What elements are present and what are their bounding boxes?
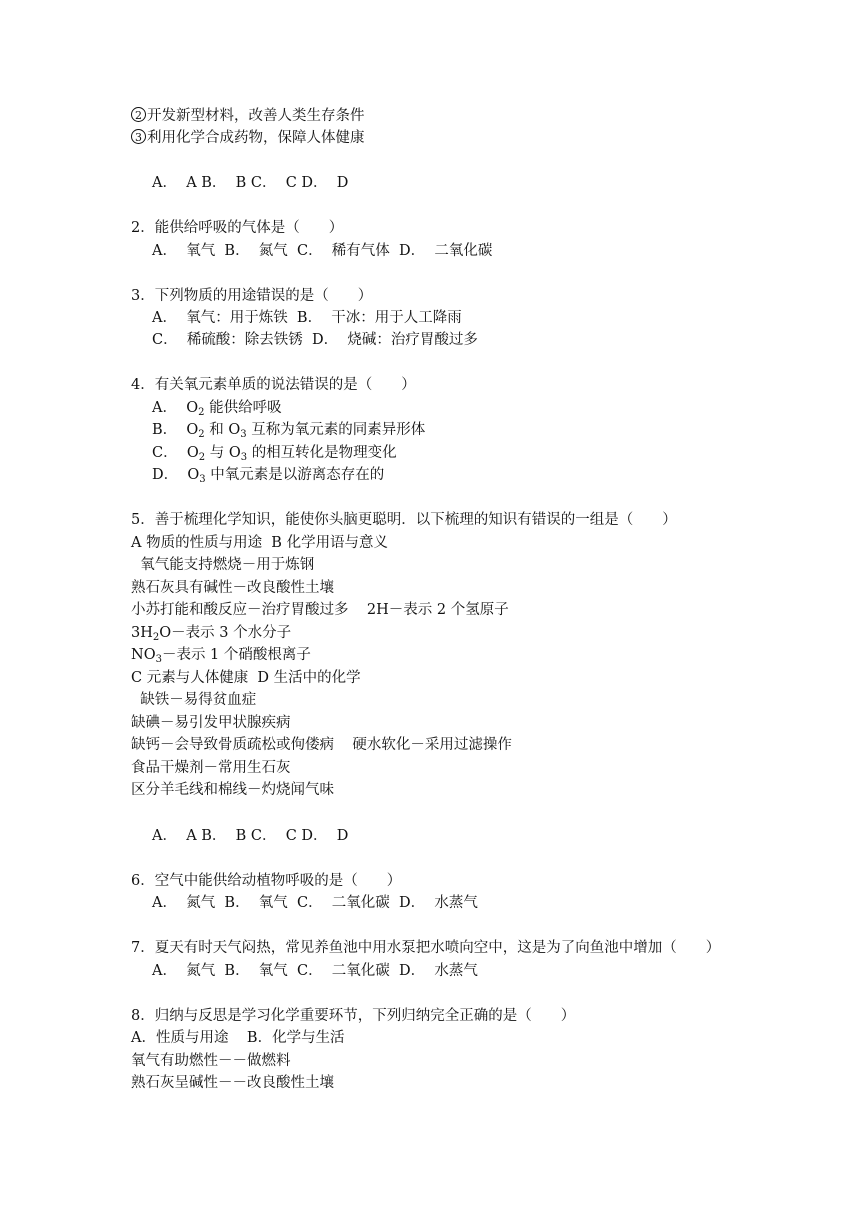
question-5-line: 小苏打能和酸反应－治疗胃酸过多 2H－表示 2 个氢原子 <box>131 602 509 618</box>
question-5-line: $3H_2O-$表示 3 个水分子 <box>131 625 292 643</box>
question-5-line: 缺铁－易得贫血症 <box>131 692 257 708</box>
question-7-options: A． 氮气 B． 氧气 C． 二氧化碳 D． 水蒸气 <box>152 963 478 979</box>
intro-options: A． A B． B C． C D． D <box>152 175 349 191</box>
question-5-stem: 5．善于梳理化学知识，能使你头脑更聪明．以下梳理的知识有错误的一组是（ ） <box>131 512 677 528</box>
question-6-stem: 6．空气中能供给动植物呼吸的是（ ） <box>131 873 402 889</box>
question-5-line: 缺钙－会导致骨质疏松或佝偻病 硬水软化－采用过滤操作 <box>131 737 512 753</box>
question-8-line: 氧气有助燃性－－做燃料 <box>131 1053 291 1069</box>
question-4-option-a: A． $O_2$ 能供给呼吸 <box>152 400 282 418</box>
question-5-line: $NO_3-$表示 1 个硝酸根离子 <box>131 647 311 665</box>
question-4-option-d: D． $O_3$ 中氧元素是以游离态存在的 <box>152 467 385 485</box>
question-4-stem: 4．有关氧元素单质的说法错误的是（ ） <box>131 377 416 393</box>
question-4-option-c: C． $O_2$ 与 $O_3$ 的相互转化是物理变化 <box>152 445 397 463</box>
question-4-option-b: B． $O_2$ 和 $O_3$ 互称为氧元素的同素异形体 <box>152 422 426 440</box>
question-5-line: 缺碘－易引发甲状腺疾病 <box>131 715 291 731</box>
circled-number: 2 <box>131 107 146 122</box>
intro-item-2: 2 开发新型材料，改善人类生存条件 <box>131 106 365 126</box>
question-8-header: A．性质与用途 B．化学与生活 <box>131 1030 345 1046</box>
question-3-options-2: C． 稀硫酸：除去铁锈 D． 烧碱：治疗胃酸过多 <box>152 332 478 348</box>
question-5-header-cd: C 元素与人体健康 D 生活中的化学 <box>131 670 361 686</box>
question-5-header-ab: A 物质的性质与用途 B 化学用语与意义 <box>131 535 389 551</box>
circled-number: 3 <box>131 129 146 144</box>
question-5-options: A． A B． B C． C D． D <box>152 828 349 844</box>
intro-item-3: 3 利用化学合成药物，保障人体健康 <box>131 128 365 148</box>
question-2-options: A． 氧气 B． 氮气 C． 稀有气体 D． 二氧化碳 <box>152 243 493 259</box>
question-5-line: 氧气能支持燃烧－用于炼钢 <box>131 557 315 573</box>
question-3-options-1: A． 氧气：用于炼铁 B． 干冰：用于人工降雨 <box>152 310 462 326</box>
question-5-line: 区分羊毛线和棉线－灼烧闻气味 <box>131 782 334 798</box>
question-3-stem: 3．下列物质的用途错误的是（ ） <box>131 288 373 304</box>
question-8-line: 熟石灰呈碱性－－改良酸性土壤 <box>131 1075 334 1091</box>
question-8-stem: 8．归纳与反思是学习化学重要环节，下列归纳完全正确的是（ ） <box>131 1008 576 1024</box>
question-6-options: A． 氮气 B． 氧气 C． 二氧化碳 D． 水蒸气 <box>152 895 478 911</box>
question-2-stem: 2．能供给呼吸的气体是（ ） <box>131 220 344 236</box>
question-5-line: 熟石灰具有碱性－改良酸性土壤 <box>131 580 334 596</box>
question-7-stem: 7．夏天有时天气闷热，常见养鱼池中用水泵把水喷向空中，这是为了向鱼池中增加（ ） <box>131 940 721 956</box>
question-5-line: 食品干燥剂－常用生石灰 <box>131 760 291 776</box>
